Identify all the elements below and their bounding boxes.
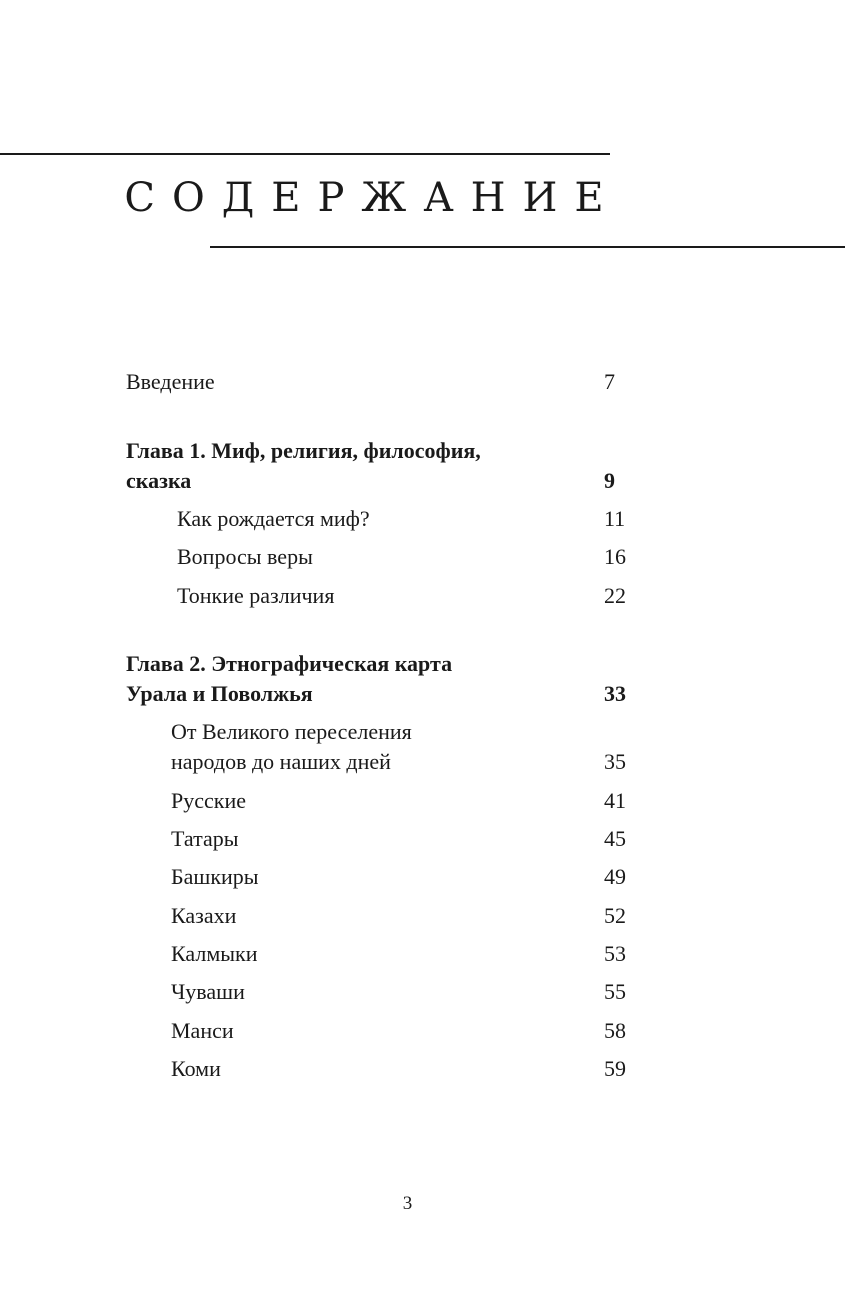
toc-entry-questions-of-faith: Вопросы веры bbox=[177, 544, 313, 569]
toc-page-bashkirs: 49 bbox=[604, 864, 626, 889]
bottom-rule bbox=[210, 246, 845, 248]
toc-page-kazakhs: 52 bbox=[604, 903, 626, 928]
toc-entry-tatars: Татары bbox=[171, 826, 239, 851]
toc-chapter-1-line2: сказка bbox=[126, 468, 192, 493]
toc-entry-chuvash: Чуваши bbox=[171, 979, 245, 1004]
toc-page-chapter-2: 33 bbox=[604, 681, 626, 706]
toc-page-chapter-1: 9 bbox=[604, 468, 615, 493]
top-rule bbox=[0, 153, 610, 155]
toc-entry-migration-line2: народов до наших дней bbox=[171, 749, 391, 774]
toc-entry-migration-line1: От Великого переселения bbox=[171, 719, 412, 744]
toc-entry-bashkirs: Башкиры bbox=[171, 864, 259, 889]
toc-entry-introduction: Введение bbox=[126, 369, 215, 394]
toc-page-introduction: 7 bbox=[604, 369, 615, 394]
toc-page-russians: 41 bbox=[604, 788, 626, 813]
toc-page-migration: 35 bbox=[604, 749, 626, 774]
toc-page-tatars: 45 bbox=[604, 826, 626, 851]
toc-entry-kalmyks: Калмыки bbox=[171, 941, 258, 966]
toc-entry-subtle-differences: Тонкие различия bbox=[177, 583, 335, 608]
page-title: СОДЕРЖАНИЕ bbox=[124, 175, 621, 221]
toc-entry-komi: Коми bbox=[171, 1056, 221, 1081]
toc-chapter-1-line1: Глава 1. Миф, религия, философия, bbox=[126, 438, 481, 463]
toc-entry-russians: Русские bbox=[171, 788, 246, 813]
toc-page-questions-of-faith: 16 bbox=[604, 544, 626, 569]
toc-page-how-myth-born: 11 bbox=[604, 506, 626, 531]
toc-chapter-2-line2: Урала и Поволжья bbox=[126, 681, 313, 706]
toc-chapter-2-line1: Глава 2. Этнографическая карта bbox=[126, 651, 453, 676]
toc-entry-mansi: Манси bbox=[171, 1018, 234, 1043]
toc-entry-kazakhs: Казахи bbox=[171, 903, 237, 928]
toc-page-kalmyks: 53 bbox=[604, 941, 626, 966]
toc-page-mansi: 58 bbox=[604, 1018, 626, 1043]
toc-page-chuvash: 55 bbox=[604, 979, 626, 1004]
toc-page-subtle-differences: 22 bbox=[604, 583, 626, 608]
page-number: 3 bbox=[402, 1193, 413, 1214]
toc-page-komi: 59 bbox=[604, 1056, 626, 1081]
toc-entry-how-myth-born: Как рождается миф? bbox=[177, 506, 370, 531]
